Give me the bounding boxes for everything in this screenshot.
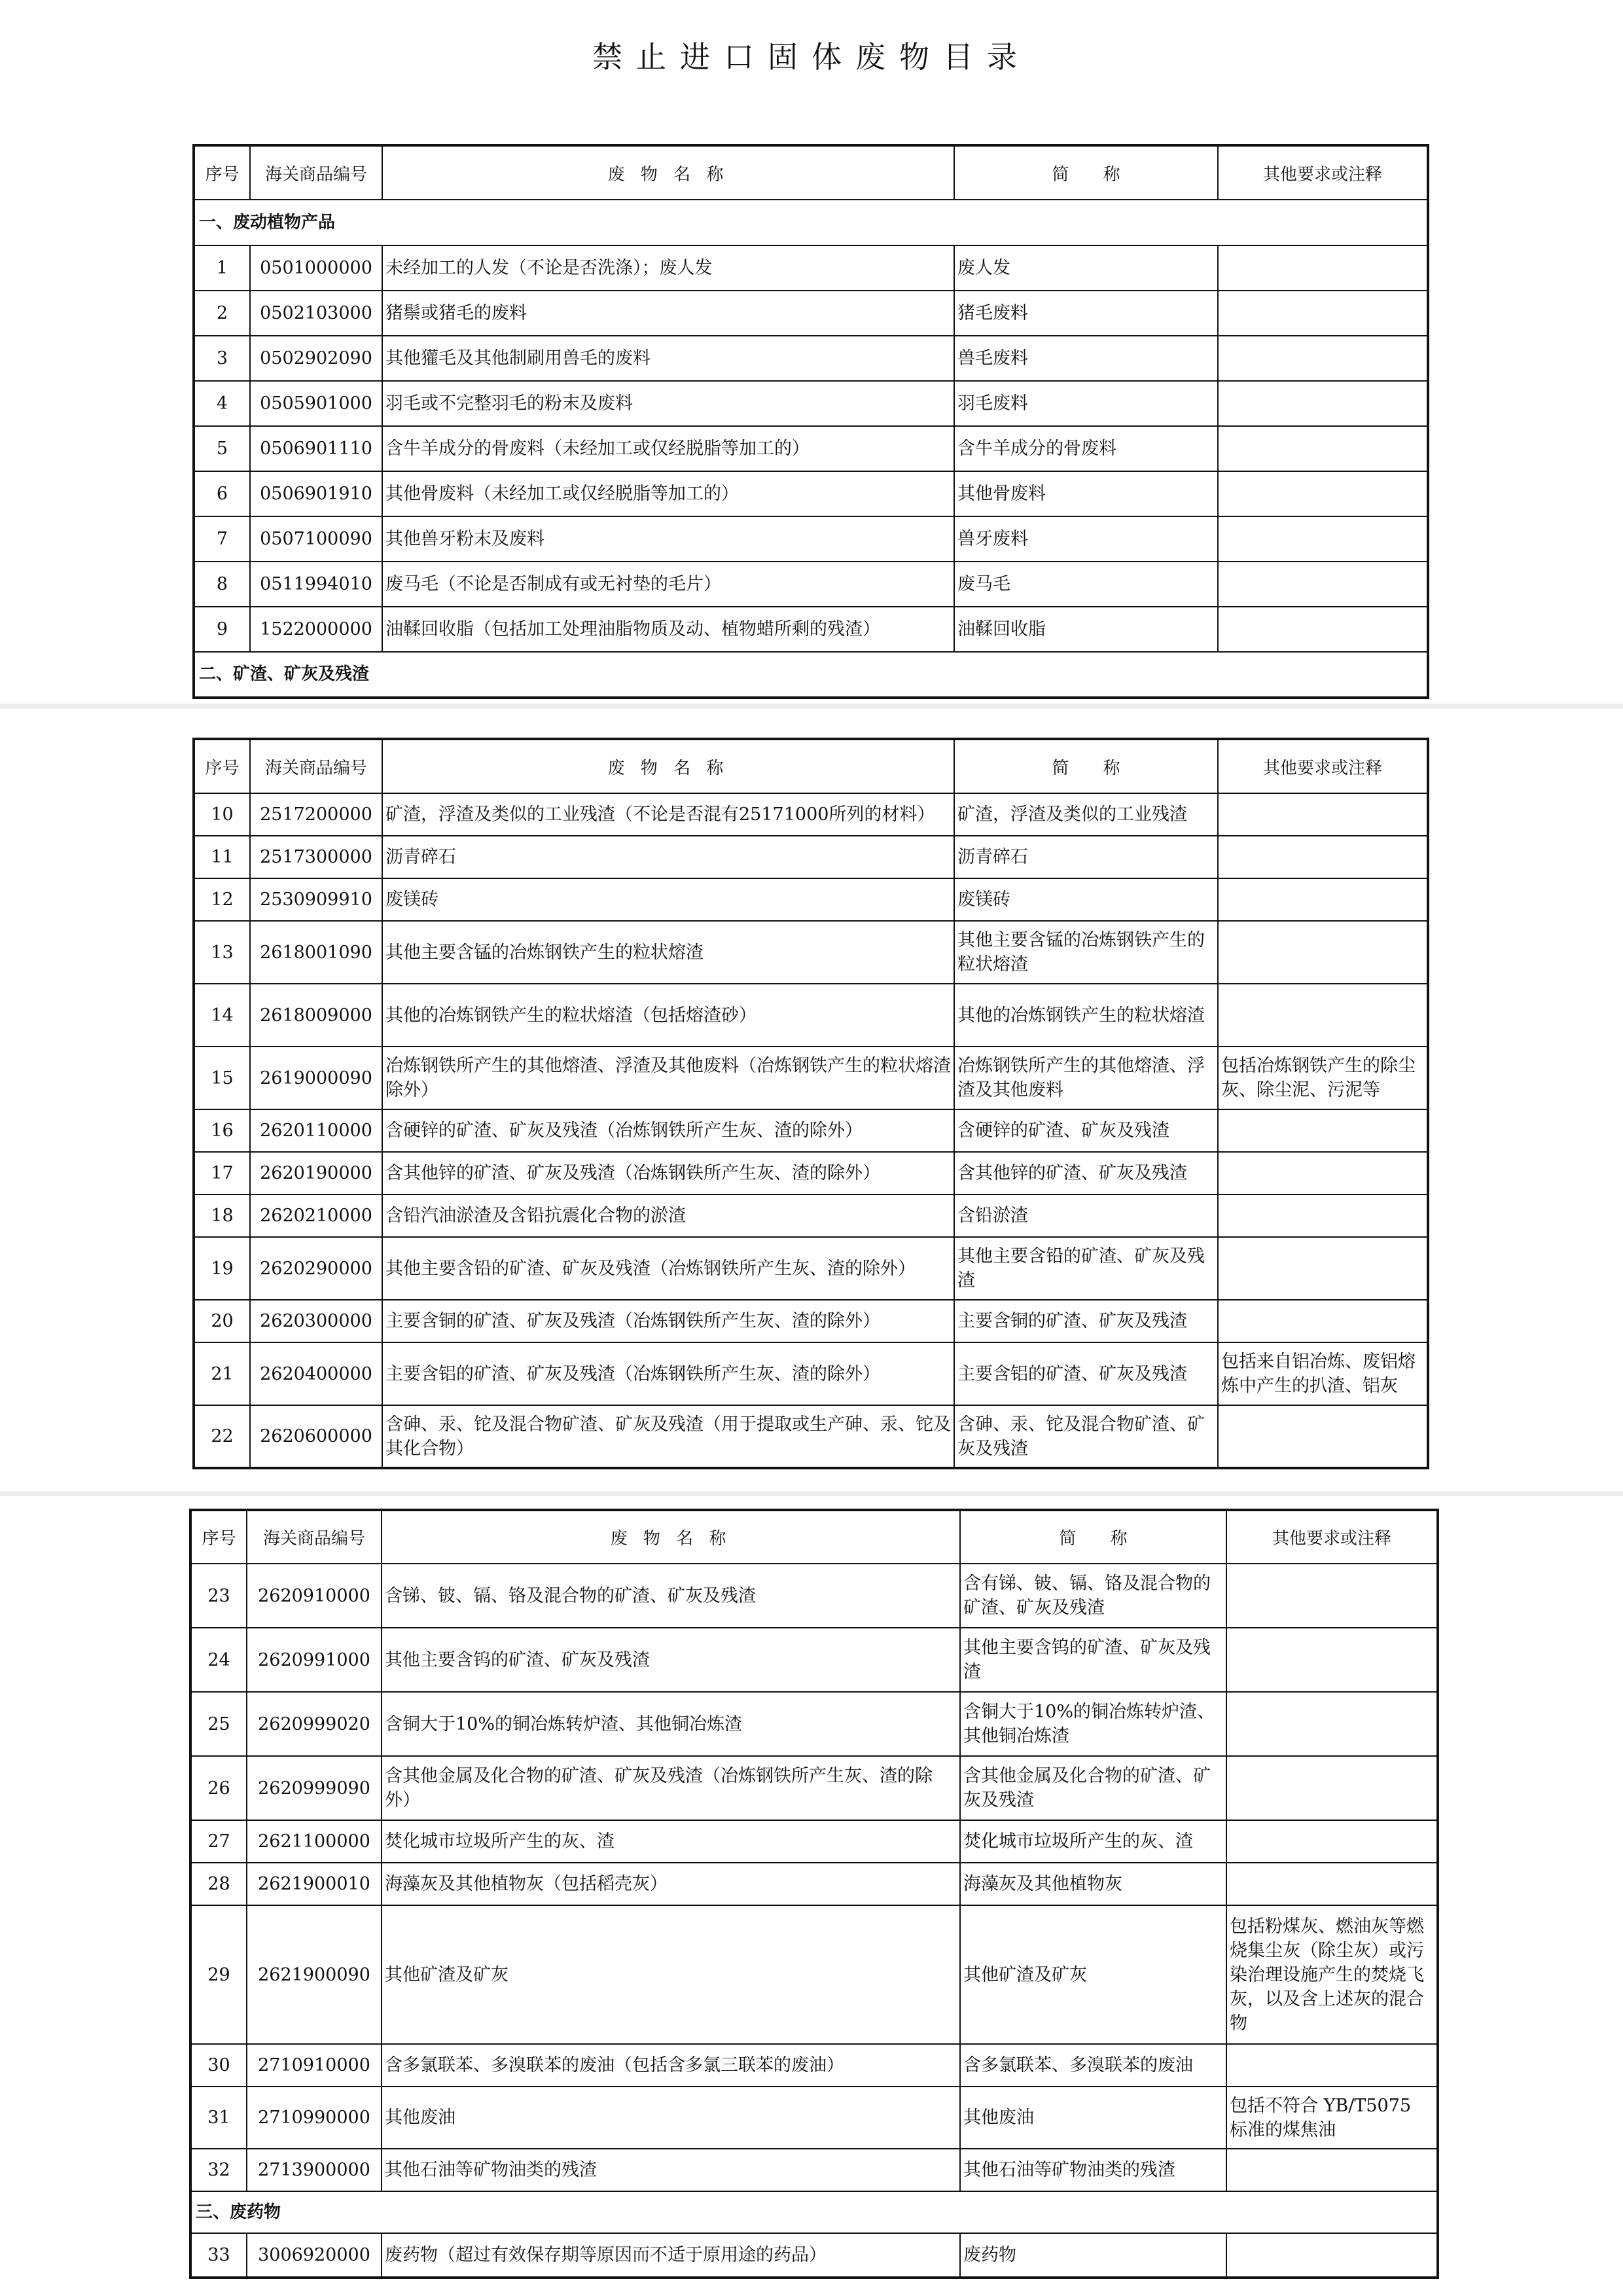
cell-code: 2620991000 — [247, 1628, 382, 1692]
cell-short: 油鞣回收脂 — [954, 607, 1218, 652]
cell-code: 2621900090 — [247, 1905, 382, 2044]
table-row — [190, 2149, 1438, 2191]
table-row — [194, 607, 1428, 652]
cell-code: 0502902090 — [250, 336, 382, 381]
cell-code: 0507100090 — [250, 516, 382, 562]
header-code: 海关商品编号 — [250, 739, 382, 793]
cell-code: 2620300000 — [250, 1300, 382, 1342]
cell-seq: 29 — [190, 1905, 247, 2044]
cell-short: 其他主要含锰的冶炼钢铁产生的粒状熔渣 — [954, 921, 1218, 984]
cell-short: 含多氯联苯、多溴联苯的废油 — [960, 2044, 1226, 2087]
cell-seq: 17 — [194, 1152, 250, 1194]
header-name: 废 物 名 称 — [382, 145, 954, 200]
table-header-row — [194, 145, 1428, 200]
cell-code: 2620600000 — [250, 1405, 382, 1468]
cell-name: 矿渣，浮渣及类似的工业残渣（不论是否混有25171000所列的材料） — [382, 793, 954, 836]
cell-name: 其他主要含钨的矿渣、矿灰及残渣 — [382, 1628, 960, 1692]
cell-name: 废镁砖 — [382, 878, 954, 921]
cell-seq: 32 — [190, 2149, 247, 2191]
page-break — [0, 704, 1623, 709]
table-row — [194, 562, 1428, 607]
cell-short: 焚化城市垃圾所产生的灰、渣 — [960, 1820, 1226, 1863]
cell-seq: 9 — [194, 607, 250, 652]
cell-seq: 3 — [194, 336, 250, 381]
table-header-row — [194, 739, 1428, 793]
cell-short: 其他石油等矿物油类的残渣 — [960, 2149, 1226, 2191]
header-short: 简 称 — [954, 739, 1218, 793]
cell-code: 2621100000 — [247, 1820, 382, 1863]
cell-name: 冶炼钢铁所产生的其他熔渣、浮渣及其他废料（冶炼钢铁产生的粒状熔渣除外） — [382, 1047, 954, 1109]
header-name: 废 物 名 称 — [382, 1510, 960, 1564]
cell-seq: 6 — [194, 471, 250, 516]
cell-name: 猪鬃或猪毛的废料 — [382, 291, 954, 336]
cell-code: 2621900010 — [247, 1863, 382, 1905]
header-seq: 序号 — [194, 739, 250, 793]
table-row — [194, 921, 1428, 984]
cell-name: 其他主要含铅的矿渣、矿灰及残渣（冶炼钢铁所产生灰、渣的除外） — [382, 1237, 954, 1300]
table-row — [194, 291, 1428, 336]
table-row — [190, 2233, 1438, 2278]
cell-short: 其他矿渣及矿灰 — [960, 1905, 1226, 2044]
table-row — [194, 381, 1428, 426]
table-row — [194, 1194, 1428, 1237]
table-row — [194, 836, 1428, 878]
cell-seq: 21 — [194, 1342, 250, 1405]
cell-note — [1218, 336, 1428, 381]
cell-note — [1218, 1152, 1428, 1194]
cell-short: 主要含铝的矿渣、矿灰及残渣 — [954, 1342, 1218, 1405]
header-note: 其他要求或注释 — [1218, 145, 1428, 200]
section-row — [194, 200, 1428, 245]
header-note: 其他要求或注释 — [1218, 739, 1428, 793]
cell-short: 羽毛废料 — [954, 381, 1218, 426]
cell-code: 2713900000 — [247, 2149, 382, 2191]
cell-name: 焚化城市垃圾所产生的灰、渣 — [382, 1820, 960, 1863]
cell-note — [1218, 245, 1428, 291]
header-short: 简 称 — [954, 145, 1218, 200]
cell-name: 其他废油 — [382, 2087, 960, 2149]
table-row — [194, 1237, 1428, 1300]
cell-note: 包括粉煤灰、燃油灰等燃烧集尘灰（除尘灰）或污染治理设施产生的焚烧飞灰，以及含上述灰的混合物 — [1226, 1905, 1438, 2044]
cell-code: 0506901910 — [250, 471, 382, 516]
cell-code: 2530909910 — [250, 878, 382, 921]
cell-short: 废镁砖 — [954, 878, 1218, 921]
cell-seq: 31 — [190, 2087, 247, 2149]
header-name: 废 物 名 称 — [382, 739, 954, 793]
waste-table-1 — [192, 144, 1429, 699]
waste-table-3 — [189, 1509, 1439, 2279]
table-row — [190, 1820, 1438, 1863]
cell-code: 2710990000 — [247, 2087, 382, 2149]
cell-code: 2620210000 — [250, 1194, 382, 1237]
cell-name: 羽毛或不完整羽毛的粉末及废料 — [382, 381, 954, 426]
cell-seq: 30 — [190, 2044, 247, 2087]
cell-short: 含其他金属及化合物的矿渣、矿灰及残渣 — [960, 1756, 1226, 1820]
cell-short: 含牛羊成分的骨废料 — [954, 426, 1218, 471]
table-row — [194, 1109, 1428, 1152]
cell-note: 包括不符合 YB/T5075 标准的煤焦油 — [1226, 2087, 1438, 2149]
cell-code: 2620999020 — [247, 1692, 382, 1756]
cell-short: 含砷、汞、铊及混合物矿渣、矿灰及残渣 — [954, 1405, 1218, 1468]
cell-name: 含多氯联苯、多溴联苯的废油（包括含多氯三联苯的废油） — [382, 2044, 960, 2087]
table-row — [190, 1628, 1438, 1692]
table-row — [194, 1152, 1428, 1194]
cell-short: 含硬锌的矿渣、矿灰及残渣 — [954, 1109, 1218, 1152]
cell-name: 沥青碎石 — [382, 836, 954, 878]
cell-name: 含铜大于10%的铜冶炼转炉渣、其他铜冶炼渣 — [382, 1692, 960, 1756]
cell-note — [1218, 471, 1428, 516]
cell-seq: 8 — [194, 562, 250, 607]
table-row — [194, 471, 1428, 516]
cell-name: 含其他锌的矿渣、矿灰及残渣（冶炼钢铁所产生灰、渣的除外） — [382, 1152, 954, 1194]
cell-seq: 25 — [190, 1692, 247, 1756]
table-row — [190, 1863, 1438, 1905]
cell-seq: 28 — [190, 1863, 247, 1905]
cell-short: 含有锑、铍、镉、铬及混合物的矿渣、矿灰及残渣 — [960, 1564, 1226, 1628]
cell-seq: 19 — [194, 1237, 250, 1300]
cell-name: 海藻灰及其他植物灰（包括稻壳灰） — [382, 1863, 960, 1905]
section-title: 三、废药物 — [190, 2191, 1438, 2233]
cell-code: 0502103000 — [250, 291, 382, 336]
header-note: 其他要求或注释 — [1226, 1510, 1438, 1564]
cell-name: 废马毛（不论是否制成有或无衬垫的毛片） — [382, 562, 954, 607]
cell-note — [1218, 607, 1428, 652]
cell-name: 其他主要含锰的冶炼钢铁产生的粒状熔渣 — [382, 921, 954, 984]
cell-code: 2517200000 — [250, 793, 382, 836]
section-row — [194, 652, 1428, 698]
section-title: 二、矿渣、矿灰及残渣 — [194, 652, 1428, 698]
table-header-row — [190, 1510, 1438, 1564]
table-row — [194, 1342, 1428, 1405]
table-row — [190, 2087, 1438, 2149]
cell-short: 主要含铜的矿渣、矿灰及残渣 — [954, 1300, 1218, 1342]
cell-name: 含牛羊成分的骨废料（未经加工或仅经脱脂等加工的） — [382, 426, 954, 471]
cell-name: 油鞣回收脂（包括加工处理油脂物质及动、植物蜡所剩的残渣） — [382, 607, 954, 652]
cell-code: 0501000000 — [250, 245, 382, 291]
cell-note — [1226, 1628, 1438, 1692]
cell-short: 矿渣，浮渣及类似的工业残渣 — [954, 793, 1218, 836]
cell-code: 2618001090 — [250, 921, 382, 984]
cell-note — [1226, 2044, 1438, 2087]
cell-note — [1226, 2233, 1438, 2278]
cell-seq: 22 — [194, 1405, 250, 1468]
cell-note — [1218, 562, 1428, 607]
cell-note — [1218, 1405, 1428, 1468]
cell-name: 含硬锌的矿渣、矿灰及残渣（冶炼钢铁所产生灰、渣的除外） — [382, 1109, 954, 1152]
cell-seq: 20 — [194, 1300, 250, 1342]
cell-note — [1218, 984, 1428, 1047]
cell-seq: 5 — [194, 426, 250, 471]
cell-code: 0511994010 — [250, 562, 382, 607]
cell-seq: 18 — [194, 1194, 250, 1237]
cell-short: 其他主要含铅的矿渣、矿灰及残渣 — [954, 1237, 1218, 1300]
cell-note — [1218, 878, 1428, 921]
table-row — [194, 426, 1428, 471]
table-row — [190, 2044, 1438, 2087]
cell-name: 其他石油等矿物油类的残渣 — [382, 2149, 960, 2191]
cell-name: 废药物（超过有效保存期等原因而不适于原用途的药品） — [382, 2233, 960, 2278]
table-row — [194, 878, 1428, 921]
cell-note — [1218, 793, 1428, 836]
cell-note — [1218, 291, 1428, 336]
cell-code: 2620290000 — [250, 1237, 382, 1300]
table-row — [194, 984, 1428, 1047]
cell-code: 2620400000 — [250, 1342, 382, 1405]
waste-table-2 — [192, 738, 1429, 1469]
table-row — [194, 1405, 1428, 1468]
cell-seq: 7 — [194, 516, 250, 562]
cell-code: 2619000090 — [250, 1047, 382, 1109]
cell-code: 0506901110 — [250, 426, 382, 471]
cell-note — [1226, 1820, 1438, 1863]
cell-short: 含铅淤渣 — [954, 1194, 1218, 1237]
cell-seq: 27 — [190, 1820, 247, 1863]
cell-short: 海藻灰及其他植物灰 — [960, 1863, 1226, 1905]
table-row — [194, 793, 1428, 836]
cell-note — [1218, 1109, 1428, 1152]
cell-seq: 11 — [194, 836, 250, 878]
cell-seq: 13 — [194, 921, 250, 984]
cell-note — [1218, 426, 1428, 471]
cell-code: 2620910000 — [247, 1564, 382, 1628]
page-title: 禁止进口固体废物目录 — [592, 39, 1031, 75]
cell-code: 1522000000 — [250, 607, 382, 652]
cell-seq: 10 — [194, 793, 250, 836]
cell-seq: 24 — [190, 1628, 247, 1692]
cell-code: 2517300000 — [250, 836, 382, 878]
header-seq: 序号 — [190, 1510, 247, 1564]
section-title: 一、废动植物产品 — [194, 200, 1428, 245]
cell-note: 包括冶炼钢铁产生的除尘灰、除尘泥、污泥等 — [1218, 1047, 1428, 1109]
cell-short: 猪毛废料 — [954, 291, 1218, 336]
table-row — [190, 1564, 1438, 1628]
header-short: 简 称 — [960, 1510, 1226, 1564]
cell-note — [1218, 836, 1428, 878]
header-seq: 序号 — [194, 145, 250, 200]
header-code: 海关商品编号 — [250, 145, 382, 200]
table-row — [194, 245, 1428, 291]
table-row — [194, 336, 1428, 381]
cell-name: 其他獾毛及其他制刷用兽毛的废料 — [382, 336, 954, 381]
cell-note — [1226, 1756, 1438, 1820]
cell-note — [1226, 1863, 1438, 1905]
cell-short: 其他主要含钨的矿渣、矿灰及残渣 — [960, 1628, 1226, 1692]
cell-name: 未经加工的人发（不论是否洗涤）；废人发 — [382, 245, 954, 291]
table-row — [190, 1692, 1438, 1756]
cell-note — [1218, 1194, 1428, 1237]
cell-seq: 33 — [190, 2233, 247, 2278]
cell-seq: 15 — [194, 1047, 250, 1109]
table-row — [194, 1300, 1428, 1342]
cell-short: 其他骨废料 — [954, 471, 1218, 516]
cell-short: 冶炼钢铁所产生的其他熔渣、浮渣及其他废料 — [954, 1047, 1218, 1109]
cell-code: 2620110000 — [250, 1109, 382, 1152]
cell-seq: 12 — [194, 878, 250, 921]
cell-code: 2620999090 — [247, 1756, 382, 1820]
cell-note — [1218, 921, 1428, 984]
cell-code: 2710910000 — [247, 2044, 382, 2087]
cell-seq: 26 — [190, 1756, 247, 1820]
cell-seq: 23 — [190, 1564, 247, 1628]
cell-seq: 14 — [194, 984, 250, 1047]
cell-name: 主要含铝的矿渣、矿灰及残渣（冶炼钢铁所产生灰、渣的除外） — [382, 1342, 954, 1405]
cell-seq: 2 — [194, 291, 250, 336]
page-break — [0, 1491, 1623, 1496]
cell-short: 含其他锌的矿渣、矿灰及残渣 — [954, 1152, 1218, 1194]
cell-short: 其他废油 — [960, 2087, 1226, 2149]
cell-seq: 4 — [194, 381, 250, 426]
table-row — [194, 516, 1428, 562]
cell-name: 含砷、汞、铊及混合物矿渣、矿灰及残渣（用于提取或生产砷、汞、铊及其化合物） — [382, 1405, 954, 1468]
cell-note: 包括来自铝冶炼、废铝熔炼中产生的扒渣、铝灰 — [1218, 1342, 1428, 1405]
cell-short: 废人发 — [954, 245, 1218, 291]
cell-code: 2618009000 — [250, 984, 382, 1047]
cell-note — [1218, 381, 1428, 426]
cell-short: 沥青碎石 — [954, 836, 1218, 878]
cell-name: 其他骨废料（未经加工或仅经脱脂等加工的） — [382, 471, 954, 516]
cell-short: 兽牙废料 — [954, 516, 1218, 562]
cell-short: 废马毛 — [954, 562, 1218, 607]
cell-seq: 16 — [194, 1109, 250, 1152]
cell-name: 其他兽牙粉末及废料 — [382, 516, 954, 562]
cell-name: 主要含铜的矿渣、矿灰及残渣（冶炼钢铁所产生灰、渣的除外） — [382, 1300, 954, 1342]
cell-short: 兽毛废料 — [954, 336, 1218, 381]
table-row — [190, 1905, 1438, 2044]
cell-note — [1226, 1564, 1438, 1628]
cell-short: 其他的冶炼钢铁产生的粒状熔渣 — [954, 984, 1218, 1047]
cell-note — [1226, 2149, 1438, 2191]
cell-note — [1226, 1692, 1438, 1756]
header-code: 海关商品编号 — [247, 1510, 382, 1564]
cell-note — [1218, 1300, 1428, 1342]
cell-name: 其他矿渣及矿灰 — [382, 1905, 960, 2044]
table-row — [190, 1756, 1438, 1820]
cell-name: 其他的冶炼钢铁产生的粒状熔渣（包括熔渣砂） — [382, 984, 954, 1047]
section-row — [190, 2191, 1438, 2233]
table-row — [194, 1047, 1428, 1109]
cell-name: 含锑、铍、镉、铬及混合物的矿渣、矿灰及残渣 — [382, 1564, 960, 1628]
cell-short: 含铜大于10%的铜冶炼转炉渣、其他铜冶炼渣 — [960, 1692, 1226, 1756]
cell-name: 含铅汽油淤渣及含铅抗震化合物的淤渣 — [382, 1194, 954, 1237]
cell-short: 废药物 — [960, 2233, 1226, 2278]
cell-code: 3006920000 — [247, 2233, 382, 2278]
cell-name: 含其他金属及化合物的矿渣、矿灰及残渣（冶炼钢铁所产生灰、渣的除外） — [382, 1756, 960, 1820]
cell-note — [1218, 516, 1428, 562]
cell-note — [1218, 1237, 1428, 1300]
cell-seq: 1 — [194, 245, 250, 291]
cell-code: 2620190000 — [250, 1152, 382, 1194]
cell-code: 0505901000 — [250, 381, 382, 426]
